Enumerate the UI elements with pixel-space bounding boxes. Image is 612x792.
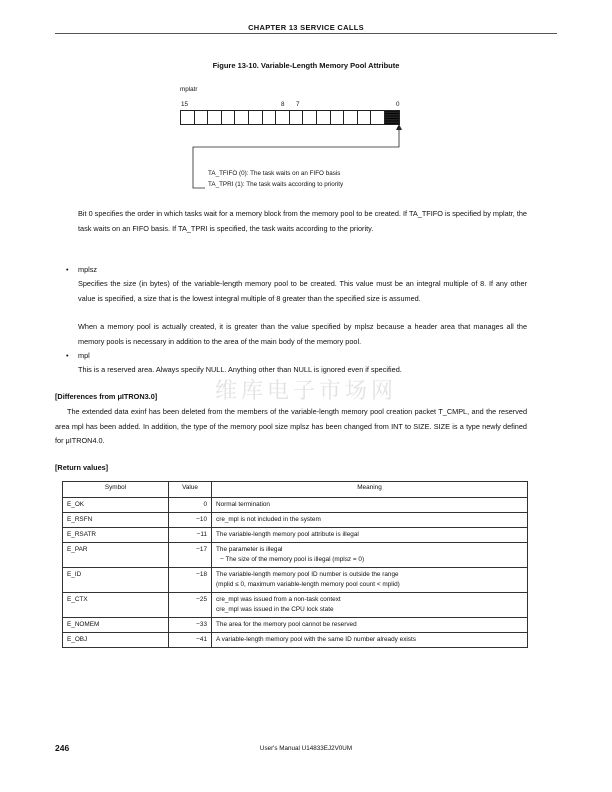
value-cell: −41 <box>169 633 212 648</box>
table-row <box>63 618 528 633</box>
bit-label-15: 15 <box>181 101 189 108</box>
meaning-line: Normal termination <box>216 501 270 508</box>
return-values-heading: [Return values] <box>55 463 109 472</box>
meaning-line: − The size of the memory pool is illegal (mplsz = 0) <box>220 556 365 563</box>
manual-id: User's Manual U14833EJ2V0UM <box>259 745 353 752</box>
bullet-mplsz-text: Specifies the size (in bytes) of the variable-length memory pool to be created. This value must be an integral multiple of 8. If any other value is specified, a size that is the lowest integral multiple of 8 greater than the specified size is assumed. <box>78 279 527 303</box>
register-name: mplatr <box>180 86 198 93</box>
attribute-tpri: TA_TPRI (1): The task waits according to priority <box>208 181 344 188</box>
value-cell: −17 <box>169 543 212 568</box>
column-header: Meaning <box>212 482 528 498</box>
bullet-mplsz-title: mplsz <box>78 265 98 274</box>
meaning-cell <box>212 543 528 568</box>
differences-heading: [Differences from μITRON3.0] <box>55 392 158 401</box>
page-number: 246 <box>55 743 70 753</box>
symbol-cell: E_CTX <box>63 593 169 618</box>
attribute-tfifo: TA_TFIFO (0): The task waits on an FIFO basis <box>208 170 341 177</box>
column-header: Value <box>169 482 212 498</box>
symbol-cell: E_NOMEM <box>63 618 169 633</box>
value-cell: −33 <box>169 618 212 633</box>
meaning-line: cre_mpl was issued from a non-task context <box>216 596 341 603</box>
meaning-cell <box>212 568 528 593</box>
return-values-table <box>62 481 528 648</box>
symbol-cell: E_RSATR <box>63 528 169 543</box>
meaning-line: cre_mpl is not included in the system <box>216 516 321 523</box>
bullet-icon: • <box>66 351 69 360</box>
meaning-line: The parameter is illegal <box>216 546 283 553</box>
meaning-cell <box>212 513 528 528</box>
value-cell: 0 <box>169 498 212 513</box>
table-row <box>63 568 528 593</box>
value-cell: −18 <box>169 568 212 593</box>
meaning-line: A variable-length memory pool with the same ID number already exists <box>216 636 416 643</box>
value-cell: −11 <box>169 528 212 543</box>
meaning-cell <box>212 498 528 513</box>
bit0-description: Bit 0 specifies the order in which tasks wait for a memory block from the memory pool to be created. If TA_TFIFO is specified by mplatr, the task waits on an FIFO basis. If TA_TPRI is specified, the task waits according to the priority. <box>78 209 527 233</box>
meaning-line: cre_mpl was issued in the CPU lock state <box>216 606 334 613</box>
bit-label-8: 8 <box>281 101 285 108</box>
watermark: 维库电子市场网 <box>214 379 397 404</box>
bullet-mpl-text: This is a reserved area. Always specify NULL. Anything other than NULL is ignored even if specified. <box>78 365 402 374</box>
bullet-icon: • <box>66 265 69 274</box>
table-row <box>63 513 528 528</box>
header-rule <box>55 33 557 34</box>
differences-text: The extended data exinf has been deleted from the members of the variable-length memory pool creation packet T_CMPL, and the reserved area mpl has been added. In addition, the type of the memory pool size mplsz has been changed from INT to SIZE. SIZE is a type newly defined for μITRON4.0. <box>55 407 527 445</box>
bit-label-7: 7 <box>296 101 300 108</box>
symbol-cell: E_OK <box>63 498 169 513</box>
symbol-cell: E_RSFN <box>63 513 169 528</box>
meaning-cell <box>212 618 528 633</box>
meaning-line: (mplid ≤ 0, maximum variable-length memory pool count < mplid) <box>216 581 400 588</box>
bullet-mpl-title: mpl <box>78 351 90 360</box>
column-header: Symbol <box>63 482 169 498</box>
meaning-cell <box>212 593 528 618</box>
value-cell: −10 <box>169 513 212 528</box>
table-row <box>63 593 528 618</box>
figure-title: Figure 13-10. Variable-Length Memory Pool Attribute <box>212 61 400 70</box>
symbol-cell: E_PAR <box>63 543 169 568</box>
meaning-line: The area for the memory pool cannot be reserved <box>216 621 357 628</box>
table-row <box>63 633 528 648</box>
value-cell: −25 <box>169 593 212 618</box>
meaning-line: The variable-length memory pool ID number is outside the range <box>216 571 399 578</box>
table-row <box>63 528 528 543</box>
chapter-header: CHAPTER 13 SERVICE CALLS <box>248 23 364 32</box>
meaning-cell <box>212 633 528 648</box>
table-row <box>63 498 528 513</box>
symbol-cell: E_ID <box>63 568 169 593</box>
symbol-cell: E_OBJ <box>63 633 169 648</box>
table-row <box>63 543 528 568</box>
bullet-mplsz-text2: When a memory pool is actually created, it is greater than the value specified by mplsz because a header area that manages all the memory pools is necessary in addition to the area of the main body of the memory pool. <box>78 322 527 346</box>
bit-label-0: 0 <box>396 101 400 108</box>
meaning-line: The variable-length memory pool attribute is illegal <box>216 531 359 538</box>
meaning-cell <box>212 528 528 543</box>
